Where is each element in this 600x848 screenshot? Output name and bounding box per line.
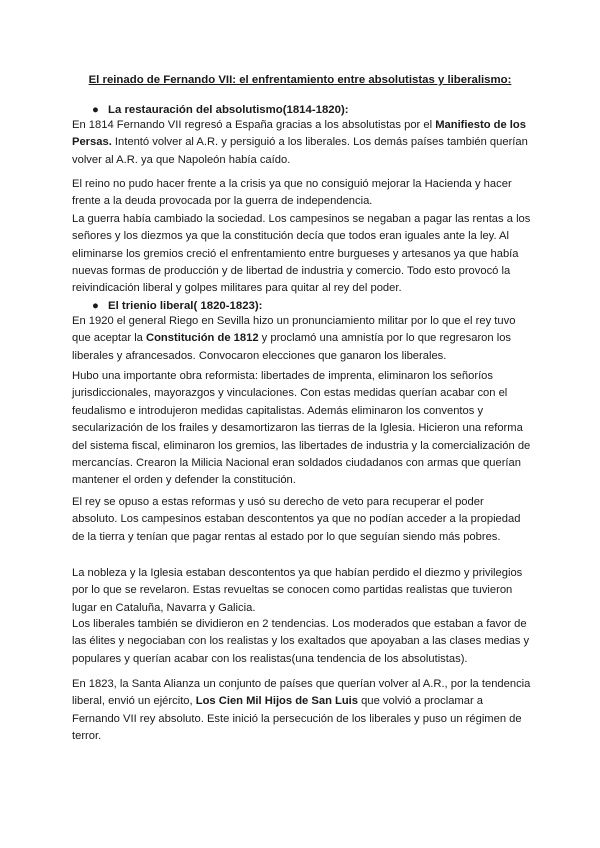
paragraph-text: El reino no pudo hacer frente a la crisis ya que no consiguió mejorar la Hacienda y hacer frente a la deuda provocada por la guerra de independencia. (72, 178, 512, 208)
paragraph (72, 117, 532, 169)
bold-term: Los Cien Mil Hijos de San Luis (195, 695, 359, 708)
section-heading-restauracion (92, 102, 349, 118)
document-title: El reinado de Fernando VII: el enfrentamiento entre absolutistas y liberalismo: (88, 74, 512, 86)
paragraph-text: En 1814 Fernando VII regresó a España gracias a los absolutistas por el (72, 119, 436, 131)
section-heading-text: La restauración del absolutismo(1814-1820): (108, 104, 349, 116)
paragraph-text: La guerra había cambiado la sociedad. Los campesinos se negaban a pagar las rentas a los señores y los diezmos ya que la constitución decía que todos eran iguales ante la ley. Al eliminarse los gremios creció el enfrentamiento entre burgueses y artesanos ya que había nuevas formas de producción y de libertad de industria y comercio. Todo esto provocó la reivindicación liberal y golpes militares para quitar al rey del poder. (72, 212, 531, 295)
paragraph-text: El rey se opuso a estas reformas y usó su derecho de veto para recuperar el poder absoluto. Los campesinos estaban descontentos ya que no podían acceder a la propiedad de la tierra y tenían que pagar rentas al estado por lo que seguían siendo más pobres. (72, 496, 521, 543)
paragraph-text: En 1823, la Santa Alianza un conjunto de países que querían volver al A.R., por la tendencia liberal, envió un ejército, (72, 678, 531, 708)
bold-term: Constitución de 1812 (146, 332, 259, 345)
paragraph-text: En 1920 el general Riego en Sevilla hizo un pronunciamiento militar por lo que el rey tuvo que aceptar la (72, 315, 516, 345)
paragraph (72, 676, 532, 746)
paragraph-text: La nobleza y la Iglesia estaban descontentos ya que habían perdido el diezmo y privilegios por lo que se revelaron. Estas revueltas se conocen como partidas realistas que tuvieron lugar en Cataluña, Navarra y Galicia. (72, 567, 523, 614)
paragraph-text: y proclamó una amnistía por lo que regresaron los liberales y afrancesados. Convocaron elecciones que ganaron los liberales. (72, 332, 512, 362)
paragraph-text: Los liberales también se dividieron en 2 tendencias. Los moderados que estaban a favor de las élites y negociaban con los realistas y los exaltados que apoyaban a las clases medias y populares y querían acabar con los realistas(una tendencia de los absolutistas). (72, 618, 530, 665)
bullet-icon: ● (92, 300, 99, 312)
section-heading-trienio (92, 298, 262, 314)
section-heading-text: El trienio liberal( 1820-1823): (108, 300, 263, 312)
paragraph (72, 565, 532, 617)
bold-term: Manifiesto de los Persas. (72, 119, 526, 149)
paragraph (72, 368, 532, 490)
bullet-icon: ● (92, 104, 99, 116)
paragraph (72, 616, 532, 668)
paragraph (72, 176, 532, 298)
paragraph (72, 313, 532, 365)
paragraph-text: que volvió a proclamar a Fernando VII rey absoluto. Este inició la persecución de los liberales y puso un régimen de terror. (72, 695, 522, 743)
paragraph (72, 494, 532, 546)
paragraph-text: Hubo una importante obra reformista: libertades de imprenta, eliminaron los señoríos jurisdiccionales, mayorazgos y vinculaciones. Con estas medidas querían acabar con el feudalismo e introdujeron medidas capitalistas. Además eliminaron los conventos y secularización de los frailes y desamortizaron las tierras de la Iglesia. Hicieron una reforma del sistema fiscal, eliminaron los gremios, las libertades de industria y la comercialización de mercancías. Crearon la Milicia Nacional eran soldados ciudadanos con armas que querían mantener el orden y defender la constitución. (72, 370, 531, 487)
paragraph-text: Intentó volver al A.R. y persiguió a los liberales. Los demás países también querían volver al A.R. ya que Napoleón había caído. (72, 136, 528, 166)
